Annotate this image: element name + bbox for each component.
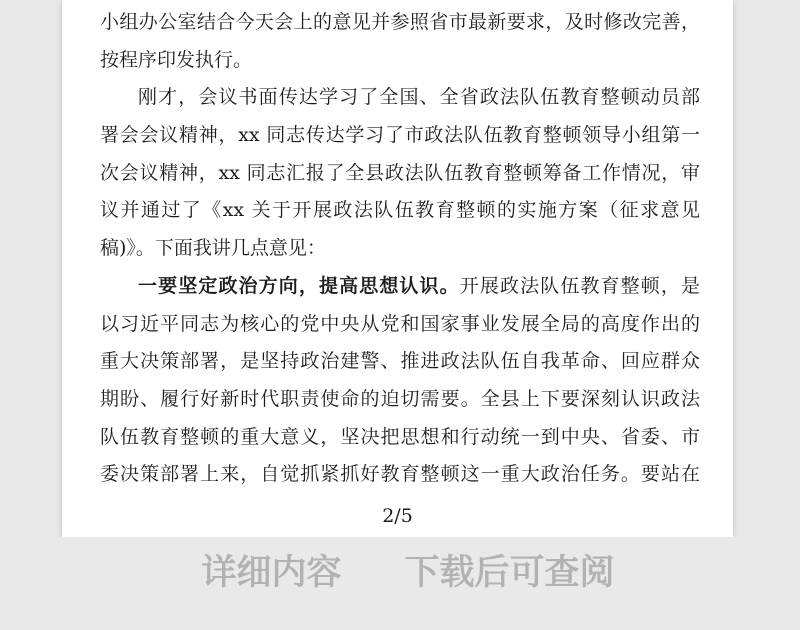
- text-line: [100, 343, 700, 381]
- text-line: [100, 117, 700, 155]
- text-line: [100, 419, 700, 457]
- document-page: [62, 0, 733, 537]
- body-text: 署会会议精神，xx 同志传达学习了市政法队伍教育整顿领导小组第一: [100, 124, 700, 147]
- body-text: 刚才，会议书面传达学习了全国、全省政法队伍教育整顿动员部: [138, 86, 700, 109]
- text-line: [100, 42, 700, 80]
- watermark-view-after-download: 下载后可查阅: [404, 553, 615, 592]
- text-line: [100, 192, 700, 230]
- body-text: 委决策部署上来，自觉抓紧抓好教育整顿这一重大政治任务。要站在: [100, 463, 700, 486]
- text-line: [100, 268, 700, 306]
- text-line: [100, 381, 700, 419]
- body-text: 队伍教育整顿的重大意义，坚决把思想和行动统一到中央、省委、市: [100, 425, 700, 448]
- text-line: [100, 155, 700, 193]
- body-text: 稿)》。下面我讲几点意见：: [100, 237, 326, 260]
- body-text: 以习近平同志为核心的党中央从党和国家事业发展全局的高度作出的: [100, 312, 700, 335]
- footer-bar: [0, 537, 800, 630]
- text-line: [100, 230, 700, 268]
- text-line: [100, 79, 700, 117]
- document-text: [62, 0, 733, 494]
- body-text: 重大决策部署，是坚持政治建警、推进政法队伍自我革命、回应群众: [100, 350, 700, 373]
- body-text: 次会议精神，xx 同志汇报了全县政法队伍教育整顿筹备工作情况，审: [100, 161, 700, 184]
- watermark-detail-content: 详细内容: [201, 553, 342, 592]
- page-indicator: 2/5: [382, 504, 413, 527]
- body-text: 议并通过了《xx 关于开展政法队伍教育整顿的实施方案（征求意见: [100, 199, 700, 222]
- bold-heading: 一要坚定政治方向，提高思想认识。: [138, 275, 460, 297]
- text-line: [100, 306, 700, 344]
- body-text: 期盼、履行好新时代职责使命的迫切需要。全县上下要深刻认识政法: [100, 387, 700, 410]
- text-line: [100, 4, 700, 42]
- body-text: 小组办公室结合今天会上的意见并参照省市最新要求，及时修改完善，: [100, 11, 700, 33]
- body-text: 开展政法队伍教育整顿，是: [459, 274, 700, 297]
- text-line: [100, 456, 700, 494]
- body-text: 按程序印发执行。: [100, 48, 253, 71]
